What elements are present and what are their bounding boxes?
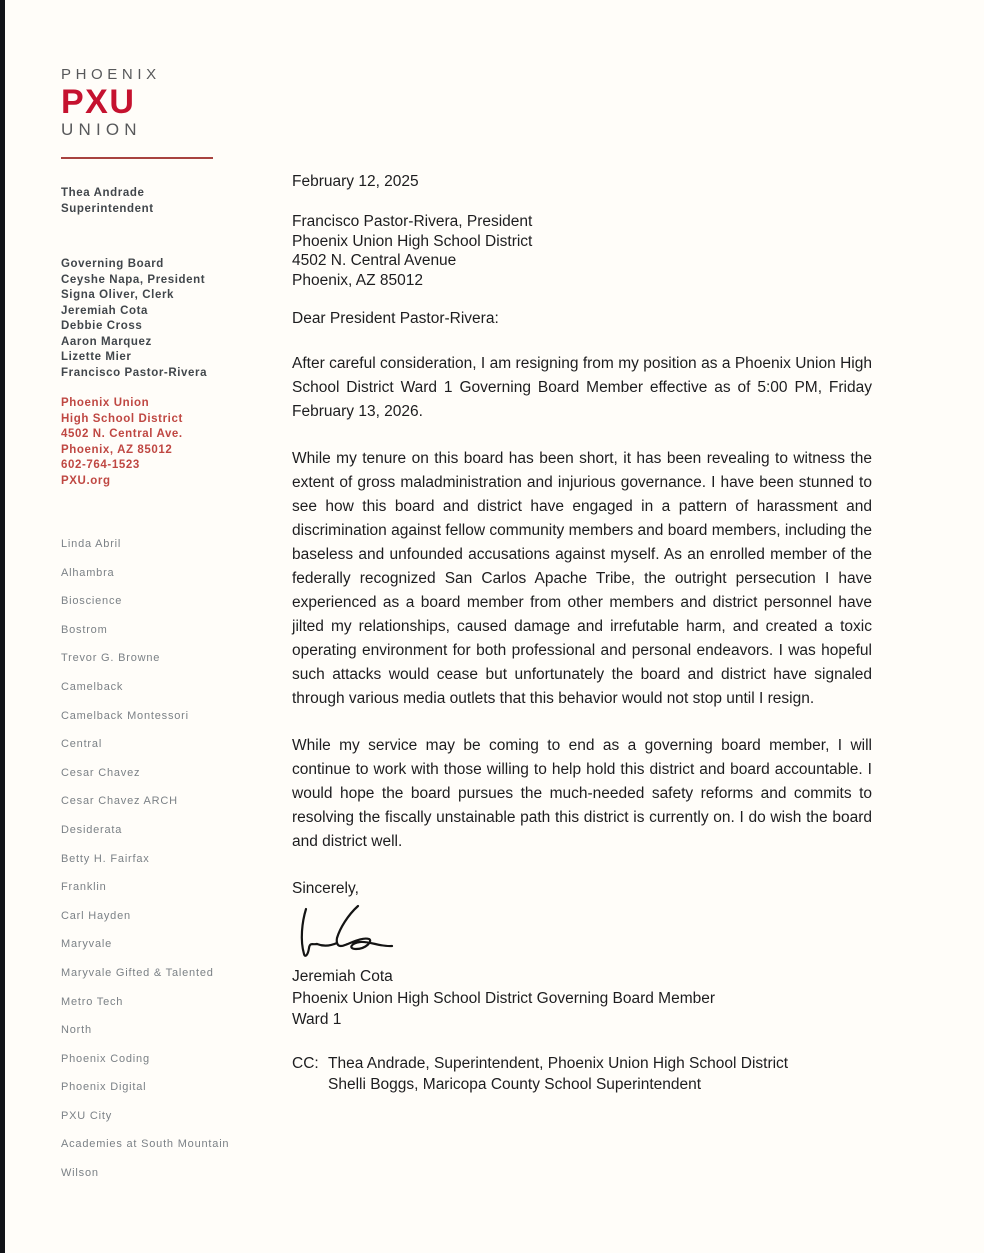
school-item: Phoenix Coding [61, 1052, 150, 1065]
school-item: Linda Abril [61, 538, 122, 550]
school-item: North [61, 1024, 92, 1037]
governing-board-heading: Governing Board [61, 258, 164, 270]
school-item: Academies at South Mountain [61, 1138, 230, 1151]
letter-date: February 12, 2025 [292, 173, 419, 190]
school-item: Maryvale Gifted & Talented [61, 966, 214, 979]
board-member: Ceyshe Napa, President [61, 273, 206, 286]
logo-union-text: UNION [61, 120, 142, 139]
school-item: Metro Tech [61, 995, 124, 1008]
paragraph-tenure: While my tenure on this board has been short, it has been revealing to witness the extent of gross maladministration and injurious governance. I have been stunned to see how this board and district have engaged in a pattern of harassment and discrimination against fellow community members and board members, including the baseless and unfounded accusations against myself. As an enrolled member of the federally recognized San Carlos Apache Tribe, the outright persecution I have experienced as a board member from other members and district personnel have jilted my relationships, caused damage and irrefutable harm, and created a toxic operating environment for both professional and personal endeavors. I was hopeful such attacks would cease but unfortunately the board and district have signaled through various media outlets that this behavior would not stop until I resign. [292, 450, 872, 707]
district-address-block [61, 396, 286, 489]
district-address-line: High School District [61, 412, 183, 425]
cc-line: Thea Andrade, Superintendent, Phoenix Union High School District [328, 1054, 789, 1072]
cc-lines [328, 1053, 788, 1096]
signature-block [292, 966, 872, 1031]
superintendent-block [61, 186, 286, 217]
superintendent-title: Superintendent [61, 202, 154, 215]
board-member: Signa Oliver, Clerk [61, 289, 175, 301]
signer-name: Jeremiah Cota [292, 968, 393, 985]
board-member: Lizette Mier [61, 351, 132, 363]
school-list [61, 539, 286, 1179]
school-item: Cesar Chavez ARCH [61, 795, 178, 808]
salutation: Dear President Pastor-Rivera: [292, 310, 499, 327]
board-member: Francisco Pastor-Rivera [61, 366, 208, 379]
district-address-line: 4502 N. Central Ave. [61, 428, 183, 440]
district-address-line: Phoenix Union [61, 397, 150, 409]
board-member: Debbie Cross [61, 320, 143, 332]
letterhead-sidebar [61, 66, 286, 1197]
school-item: Wilson [61, 1167, 99, 1180]
school-item: PXU City [61, 1109, 113, 1122]
closing-sincerely: Sincerely, [292, 880, 359, 897]
governing-board-block [61, 257, 286, 381]
school-item: Trevor G. Browne [61, 652, 161, 665]
logo-phoenix-text: PHOENIX [61, 66, 161, 83]
school-item: Central [61, 738, 103, 751]
board-member: Jeremiah Cota [61, 304, 149, 317]
school-item: Cesar Chavez [61, 766, 141, 779]
logo-divider-rule [61, 157, 213, 159]
logo-pxu-text: PXU [61, 83, 136, 121]
paragraph-resignation: After careful consideration, I am resigning from my position as a Phoenix Union High School District Ward 1 Governing Board Member effective as of 5:00 PM, Friday February 13, 2026. [292, 355, 872, 420]
school-item: Camelback Montessori [61, 709, 189, 722]
cc-label: CC: [292, 1054, 319, 1072]
signer-ward: Ward 1 [292, 1011, 342, 1028]
school-item: Maryvale [61, 938, 113, 951]
recipient-line: 4502 N. Central Avenue [292, 252, 457, 269]
school-item: Desiderata [61, 823, 123, 836]
school-item: Franklin [61, 881, 107, 894]
district-website: PXU.org [61, 474, 111, 487]
school-item: Phoenix Digital [61, 1081, 147, 1094]
school-item: Carl Hayden [61, 909, 131, 922]
cc-line: Shelli Boggs, Maricopa County School Superintendent [328, 1076, 702, 1093]
school-item: Bioscience [61, 595, 123, 608]
school-item: Alhambra [61, 566, 115, 579]
signer-title: Phoenix Union High School District Governing Board Member [292, 989, 716, 1007]
recipient-line: Francisco Pastor-Rivera, President [292, 213, 533, 230]
recipient-line: Phoenix Union High School District [292, 232, 533, 250]
school-item: Betty H. Fairfax [61, 852, 150, 865]
district-address-line: Phoenix, AZ 85012 [61, 443, 173, 456]
school-item: Camelback [61, 680, 124, 693]
school-item: Bostrom [61, 623, 108, 636]
recipient-line: Phoenix, AZ 85012 [292, 271, 423, 289]
signature-scribble-icon [294, 902, 404, 960]
recipient-address-block [292, 212, 872, 290]
district-phone: 602-764-1523 [61, 459, 140, 471]
superintendent-name: Thea Andrade [61, 187, 145, 199]
pxu-logo [61, 66, 286, 159]
cc-block [292, 1053, 872, 1096]
paragraph-closing-remarks: While my service may be coming to end as a governing board member, I will continue to work with those willing to help hold this district and board accountable. I would hope the board pursues the much-needed safety reforms and commits to resolving the fiscally unstainable path this district is currently on. I do wish the board and district well. [292, 737, 872, 850]
board-member: Aaron Marquez [61, 335, 152, 348]
scan-edge-artifact [0, 0, 5, 1253]
letter-body [292, 172, 872, 1096]
handwritten-signature-image [294, 902, 872, 960]
